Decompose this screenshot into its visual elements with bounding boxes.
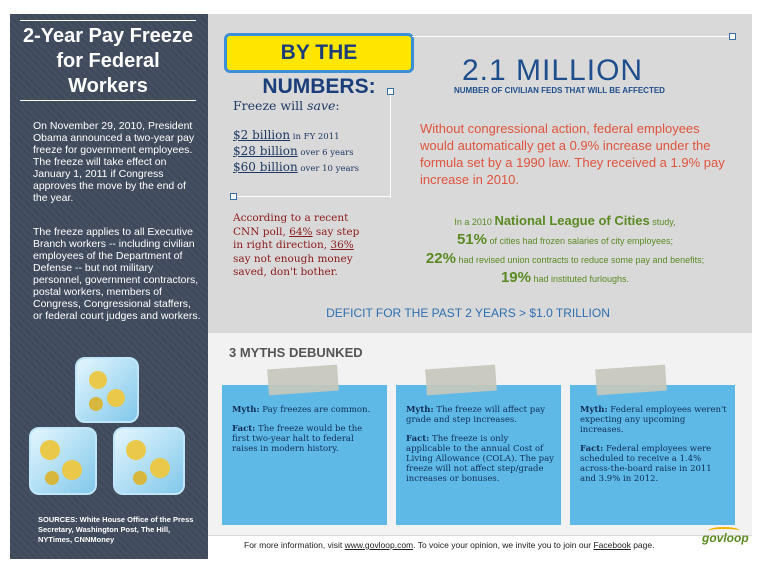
by-the-numbers-badge	[224, 33, 414, 98]
affected-count: 2.1 MILLION	[462, 54, 644, 87]
nlc-study	[400, 212, 730, 288]
tape-strip	[267, 365, 339, 396]
ice-cube-top-icon	[76, 358, 138, 422]
savings-amount: $2 billion	[233, 128, 291, 142]
savings-heading: Freeze will save:	[233, 98, 340, 113]
sources-note: SOURCES: White House Office of the Press Secretary, Washington Post, The Hill, NYTimes, CNNMoney	[38, 515, 194, 544]
connector-line	[390, 90, 391, 198]
connector-line	[233, 196, 390, 197]
scope-paragraph: The freeze applies to all Executive Branch workers -- including civilian employees of the Department of Defense -- but not military personnel, government contractors, postal workers, members of Congress, Congressional staffers, or federal court judges and workers.	[33, 226, 201, 322]
title-rule-bottom	[20, 100, 196, 101]
deficit-statement: DEFICIT FOR THE PAST 2 YEARS > $1.0 TRILLION	[326, 306, 610, 320]
affected-caption: NUMBER OF CIVILIAN FEDS THAT WILL BE AFFECTED	[454, 86, 665, 95]
savings-row	[233, 156, 359, 175]
savings-period: over 10 years	[297, 164, 359, 174]
myth-card-text: Myth: Pay freezes are common. Fact: The freeze would be the first two-year halt to federal raises in modern history.	[232, 405, 371, 454]
savings-amount: $60 billion	[233, 160, 298, 174]
connector-dot	[230, 193, 237, 200]
facebook-link[interactable]: Facebook	[593, 540, 631, 550]
nlc-intro-line: In a 2010 National League of Cities study,	[454, 213, 676, 228]
nlc-stat: 22% had revised union contracts to reduce some pay and benefits;	[425, 250, 705, 267]
govloop-link[interactable]: www.govloop.com	[344, 540, 414, 550]
title-line-2: for Federal Workers	[56, 50, 160, 97]
congress-note: Without congressional action, federal employees would automatically get a 0.9% increase under the formula set by a 1990 law. They received a 1.9% pay increase in 2010.	[420, 121, 725, 187]
savings-period: in FY 2011	[290, 132, 340, 142]
myth-card	[222, 385, 387, 525]
page-title	[15, 24, 201, 99]
cnn-poll-text: According to a recent CNN poll, 64% say step in right direction, 36% say not enough money saved, don't bother.	[233, 212, 360, 278]
ice-cube-left-icon	[30, 428, 96, 494]
nlc-stat: 51% of cities had frozen salaries of city employees;	[456, 231, 674, 248]
footer-text: For more information, visit www.govloop.com. To voice your opinion, we invite you to join our Facebook page.	[244, 540, 655, 550]
ice-cube-right-icon	[114, 428, 184, 494]
myths-heading: 3 MYTHS DEBUNKED	[229, 345, 363, 360]
intro-paragraph: On November 29, 2010, President Obama announced a two-year pay freeze for government employees. The freeze will take effect on January 1, 2011 if Congress approves the move by the end of the year.	[33, 120, 195, 204]
connector-dot	[387, 88, 394, 95]
title-rule-top	[20, 20, 196, 21]
frozen-coins-illustration	[28, 350, 204, 510]
title-line-1: 2-Year Pay Freeze	[22, 25, 194, 47]
savings-amount: $28 billion	[233, 144, 298, 158]
tape-strip	[425, 365, 497, 396]
myth-card-text: Myth: Federal employees weren't expecting any upcoming increases. Fact: Federal employees were scheduled to receive a 1.4% across-the-board raise in 2011 and 3.9% in 2012.	[580, 405, 727, 484]
savings-period: over 6 years	[297, 148, 354, 158]
nlc-stat: 19% had instituted furloughs.	[500, 269, 630, 286]
connector-dot	[729, 33, 736, 40]
myth-card-text: Myth: The freeze will affect pay grade and step increases. Fact: The freeze is only applicable to the annual Cost of Living Allowance (COLA). The pay freeze will not affect step/grade increases or bonuses.	[406, 405, 554, 484]
connector-line	[412, 36, 732, 37]
badge-label: BY THE NUMBERS:	[262, 41, 376, 98]
govloop-logo: govloop	[702, 531, 749, 545]
tape-strip	[595, 365, 667, 396]
myth-card	[570, 385, 735, 525]
myth-card	[396, 385, 561, 525]
